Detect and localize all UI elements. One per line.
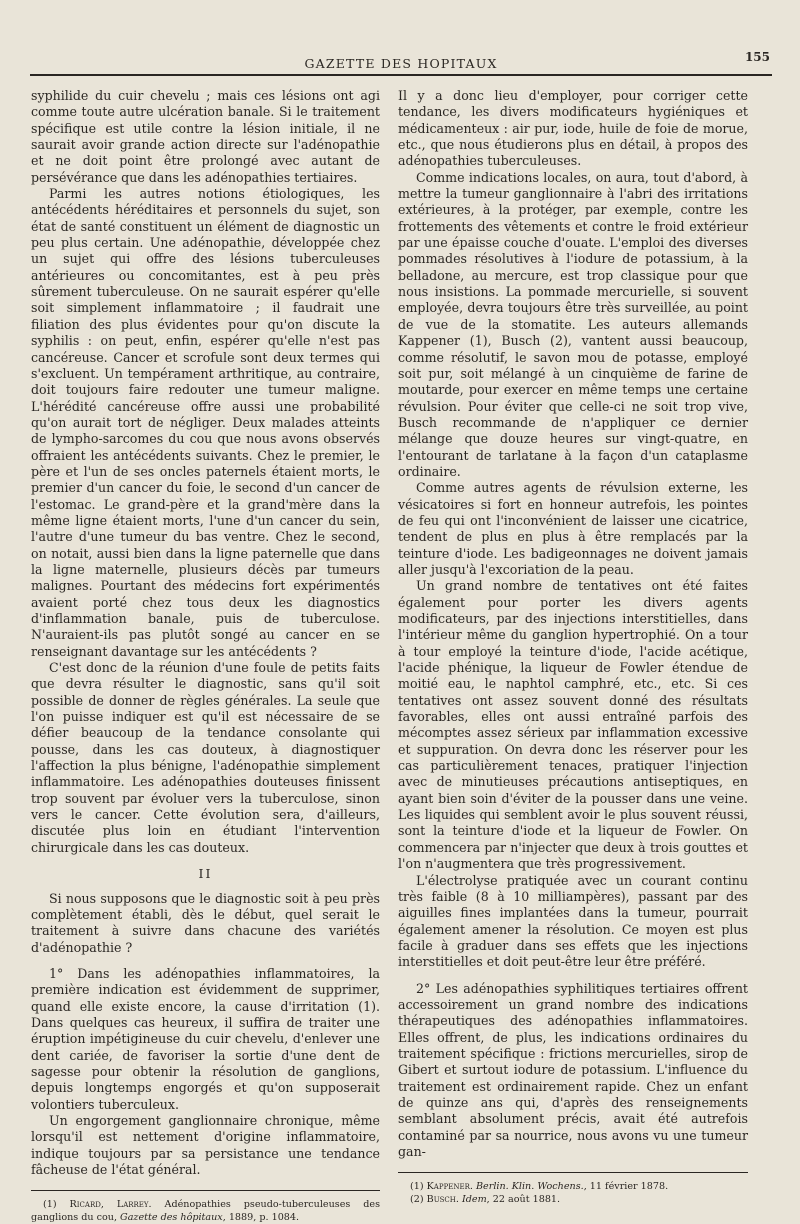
footnote [398, 1194, 748, 1207]
spacer [398, 971, 748, 981]
paragraph: Un grand nombre de tentatives ont été faites également pour porter les divers agents modificateurs, par des injections interstitielles, dans l'intérieur même du ganglion hypertrophié. On a tour à tour employé la teinture d'iode, l'acide acétique, l'acide phénique, la liqueur de Fowler étendue de moitié eau, le naphtol camphré, etc., etc. Si ces tentatives ont assez souvent donné des résultats favorables, elles ont aussi entraîné parfois des mécomptes assez sérieux par inflammation excessive et suppuration. On devra donc les réserver pour les cas particulièrement tenaces, pratiquer l'injection avec de minutieuses précautions antiseptiques, en ayant bien soin d'éviter de la pousser dans une veine. Les liquides qui semblent avoir le plus souvent réussi, sont la teinture d'iode et la liqueur de Fowler. On commencera par n'injecter que deux à trois gouttes et l'on n'augmentera que très progressivement. [398, 578, 748, 872]
paragraph: syphilide du cuir chevelu ; mais ces lésions ont agi comme toute autre ulcération banale. Si le traitement spécifique est utile contre la lésion initiale, il ne saurait avoir grande action directe sur l'adénopathie et ne doit point être prolongé avec autant de persévérance que dans les adénopathies tertiaires. [31, 88, 380, 185]
page-header [30, 50, 772, 76]
spacer [31, 956, 380, 966]
footnote-journal: Idem [458, 1193, 487, 1205]
footnote-end: , 1889, p. 1084. [222, 1211, 300, 1223]
left-column [31, 88, 380, 1224]
paragraph: Si nous supposons que le diagnostic soit à peu près complètement établi, dès le début, quel serait le traitement à suivre dans chacune des variétés d'adénopathie ? [31, 890, 380, 955]
footnote-author: (1) Kappener. [410, 1181, 473, 1193]
page-number: 155 [744, 50, 770, 64]
footnote-text: Adénopathies pseudo-tuberculeuses des ganglions du cou, [31, 1199, 380, 1223]
paragraph: 2° Les adénopathies syphilitiques tertiaires offrent accessoirement un grand nombre des indications thérapeutiques des adénopathies inflammatoires. Elles offrent, de plus, les indications ordinaires du traitement spécifique : frictions mercurielles, sirop de Gibert et surtout iodure de potassium. L'influence du traitement est ordinairement rapide. Chez un enfant de quinze ans qui, d'après des renseignements semblant absolument précis, avait été autrefois contaminé par sa nourrice, nous avons vu une tumeur gan- [398, 980, 748, 1159]
journal-title: GAZETTE DES HOPITAUX [304, 56, 498, 71]
footnote-journal: Gazette des hôpitaux [120, 1211, 223, 1223]
header-rule [30, 74, 772, 76]
paragraph: Un engorgement ganglionnaire chronique, même lorsqu'il est nettement d'origine inflammatoire, indique toujours par sa persistance une tendance fâcheuse de l'état général. [31, 1112, 380, 1177]
paragraph: C'est donc de la réunion d'une foule de petits faits que devra résulter le diagnostic, sans qu'il soit possible de donner de règles générales. La seule que l'on puisse indiquer est qu'il est nécessaire de se défier beaucoup de la tendance consolante qui pousse, dans les cas douteux, à diagnostiquer l'affection la plus bénigne, l'adénopathie simplement inflammatoire. Les adénopathies douteuses finissent trop souvent par évoluer vers la tuberculose, sinon vers le cancer. Cette évolution sera, d'ailleurs, discutée plus loin en étudiant l'intervention chirurgicale dans les cas douteux. [31, 660, 380, 855]
paragraph: Parmi les autres notions étiologiques, les antécédents héréditaires et personnels du sujet, son état de santé constituent un élément de diagnostic un peu plus certain. Une adénopathie, développée chez un sujet qui offre des lésions tuberculeuses antérieures ou concomitantes, est à peu près sûrement tuberculeuse. On ne saurait espérer qu'elle soit simplement inflammatoire ; il faudrait une filiation des plus évidentes pour qu'on discute la syphilis : on peut, enfin, espérer qu'elle n'est pas cancéreuse. Cancer et scrofule sont deux termes qui s'excluent. Un tempérament arthritique, au contraire, doit toujours faire redouter une tumeur maligne. L'hérédité cancéreuse offre aussi une probabilité qu'on aurait tort de négliger. Deux malades atteints de lympho-sarcomes du cou que nous avons observés offraient les antécédents suivants. Chez le premier, le père et l'un de ses oncles paternels étaient morts, le premier d'un cancer du foie, le second d'un cancer de l'estomac. Le grand-père et la grand'mère dans la même ligne étaient morts, l'une d'un cancer du sein, l'autre d'une tumeur du bas ventre. Chez le second, on notait, aussi bien dans la ligne paternelle que dans la ligne maternelle, plusieurs décès par tumeurs malignes. Pourtant des médecins fort expérimentés avaient porté chez tous deux les diagnostics d'inflammation banale, puis de tuberculose. N'auraient-ils pas plutôt songé au cancer en se renseignant davantage sur les antécédents ? [31, 186, 380, 659]
right-column [398, 88, 748, 1206]
paragraph: L'électrolyse pratiquée avec un courant continu très faible (8 à 10 milliampères), passant par des aiguilles fines implantées dans la tumeur, pourrait également amener la résolution. Ce moyen est plus facile à graduer dans ses effets que les injections interstitielles et doit peut-être leur être préféré. [398, 872, 748, 970]
paragraph: Il y a donc lieu d'employer, pour corriger cette tendance, les divers modificateurs hygiéniques et médicamenteux : air pur, iode, huile de foie de morue, etc., que nous étudierons plus en détail, à propos des adénopathies tuberculeuses. [398, 88, 748, 169]
footnote-end: , 22 août 1881. [486, 1193, 561, 1205]
footnote [31, 1199, 380, 1224]
footnote-rule [31, 1190, 380, 1191]
footnote [398, 1181, 748, 1194]
footnote-author: (1) Ricard, Larrey. [43, 1199, 152, 1211]
footnote-rule [398, 1172, 748, 1173]
footnote-end: , 11 février 1878. [583, 1181, 669, 1193]
footnote-author: (2) Busch. [410, 1193, 459, 1205]
paragraph: 1° Dans les adénopathies inflammatoires, la première indication est évidemment de supprimer, quand elle existe encore, la cause d'irritation (1). Dans quelques cas heureux, il suffira de traiter une éruption impétigineuse du cuir chevelu, d'enlever une dent cariée, de favoriser la sortie d'une dent de sagesse pour obtenir la résolution de ganglions, depuis longtemps engorgés et qu'on supposerait volontiers tuberculeux. [31, 965, 380, 1112]
paragraph: Comme autres agents de révulsion externe, les vésicatoires si fort en honneur autrefois, les pointes de feu qui ont l'inconvénient de laisser une cicatrice, tendent de plus en plus à être remplacés par la teinture d'iode. Les badigeonnages ne doivent jamais aller jusqu'à l'excoriation de la peau. [398, 480, 748, 577]
section-heading: II [198, 866, 213, 882]
footnote-journal: Berlin. Klin. Wochens. [472, 1181, 584, 1193]
paragraph: Comme indications locales, on aura, tout d'abord, à mettre la tumeur ganglionnaire à l'abri des irritations extérieures, à la protéger, par exemple, contre les frottements des vêtements et contre le froid extérieur par une épaisse couche d'ouate. L'emploi des diverses pommades résolutives à l'iodure de potassium, à la belladone, au mercure, est trop classique pour que nous insistions. La pommade mercurielle, si souvent employée, devra toujours être très surveillée, au point de vue de la stomatite. Les auteurs allemands Kappener (1), Busch (2), vantent aussi beaucoup, comme résolutif, le savon mou de potasse, employé soit pur, soit mélangé à un cinquième de farine de moutarde, pour exercer en même temps une certaine révulsion. Pour éviter que celle-ci ne soit trop vive, Busch recommande de n'appliquer ce dernier mélange que douze heures sur vingt-quatre, en l'entourant de tarlatane à la façon d'un cataplasme ordinaire. [398, 169, 748, 479]
